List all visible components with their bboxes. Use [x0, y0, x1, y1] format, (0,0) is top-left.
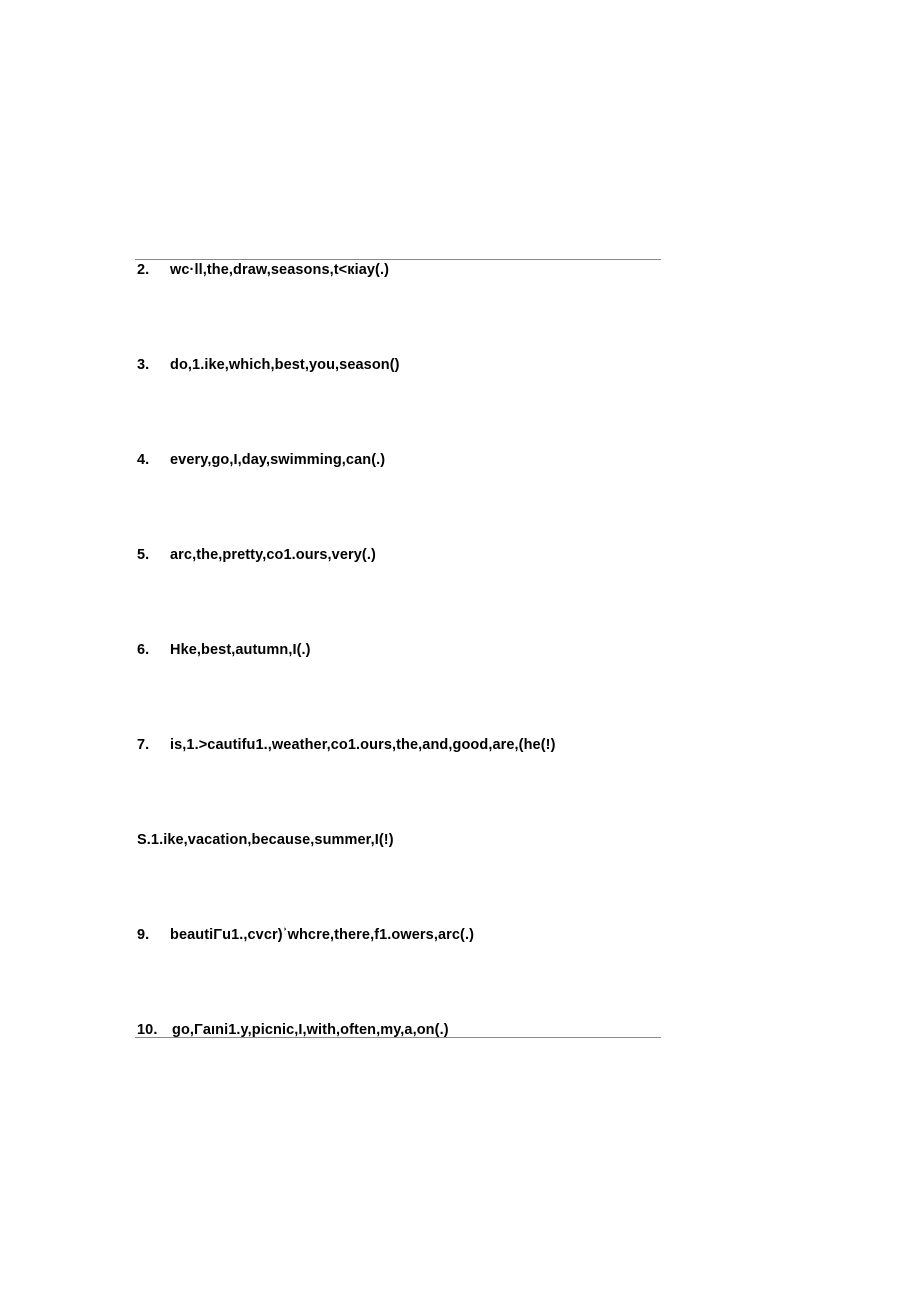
item-text: arc,the,pretty,co1.ours,very(.)	[170, 547, 376, 563]
item-number: 3.	[137, 357, 150, 373]
exercise-item-2	[137, 261, 389, 279]
item-number: 10.	[137, 1022, 158, 1038]
exercise-item-5	[137, 546, 376, 564]
item-text: is,1.>cautifu1.,weather,co1.ours,the,and,good,are,(he(!)	[170, 737, 556, 753]
item-text: Hke,best,autumn,I(.)	[170, 642, 311, 658]
item-text: beautiΓu1.,cvcr)ʾwhcre,there,f1.owers,arc(.)	[170, 927, 475, 943]
exercise-item-3	[137, 356, 400, 374]
item-text: every,go,I,day,swimming,can(.)	[170, 452, 386, 468]
top-divider	[135, 259, 661, 260]
item-number: 9.	[137, 927, 150, 943]
item-text: do,1.ike,which,best,you,season()	[170, 357, 400, 373]
exercise-item-9	[137, 926, 474, 944]
item-number: 5.	[137, 547, 150, 563]
exercise-item-4	[137, 451, 385, 469]
item-text: go,Γaıni1.y,picnic,I,with,often,my,a,on(.)	[172, 1022, 449, 1038]
exercise-item-6	[137, 641, 311, 659]
item-number: 2.	[137, 262, 150, 278]
item-text: wc·ll,the,draw,seasons,t<кiay(.)	[170, 262, 390, 278]
exercise-item-7	[137, 736, 556, 754]
exercise-item-8	[137, 831, 394, 849]
bottom-divider	[135, 1037, 661, 1038]
item-number: 4.	[137, 452, 150, 468]
item-number: 7.	[137, 737, 150, 753]
item-text: S.1.ike,vacation,because,summer,I(!)	[137, 832, 394, 848]
item-number: 6.	[137, 642, 150, 658]
